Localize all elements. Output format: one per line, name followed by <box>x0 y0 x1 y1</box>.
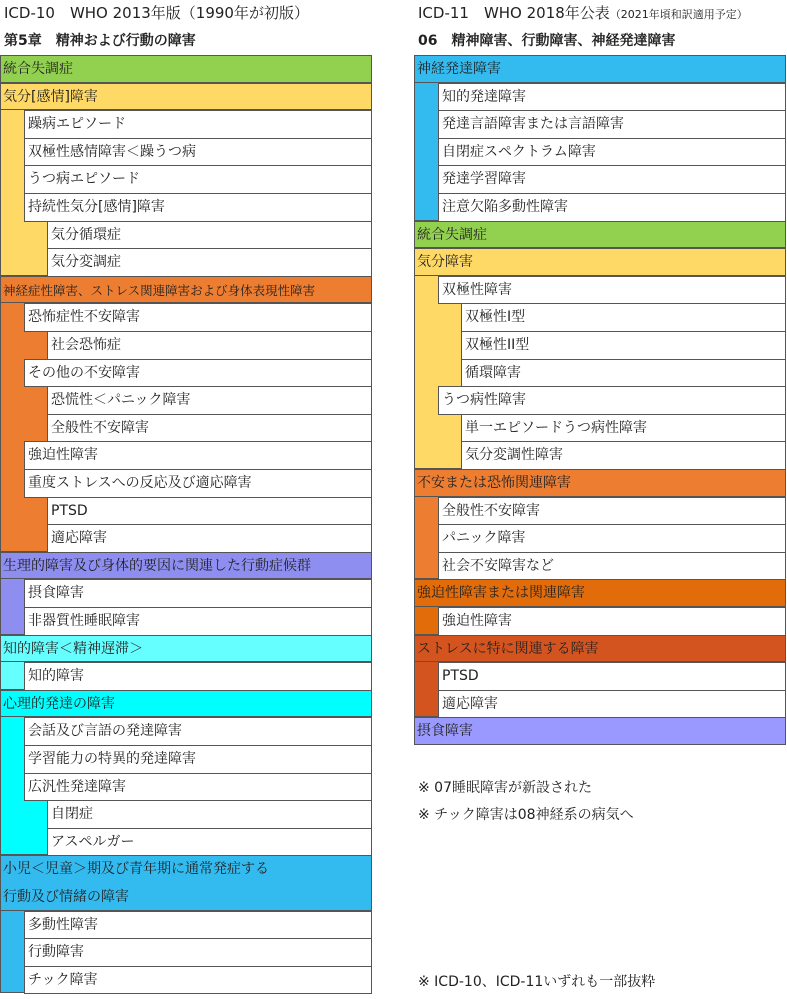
icd10-subcategory-item: チック障害 <box>24 966 372 995</box>
icd11-subcategory-item: うつ病性障害 <box>438 386 786 415</box>
icd10-category-header <box>0 276 372 304</box>
icd10-subcategory-item: 行動障害 <box>24 938 372 967</box>
icd11-category-label: 神経発達障害 <box>417 61 501 77</box>
icd11-subcategory-item: 気分変調性障害 <box>461 441 786 470</box>
icd10-subcategory-item: 多動性障害 <box>24 911 372 940</box>
icd10-category-label-line2: 行動及び情緒の障害 <box>3 888 129 905</box>
icd10-category-label: 知的障害＜精神遅滞＞ <box>3 640 143 657</box>
icd10-subcategory-item: 全般性不安障害 <box>47 414 372 443</box>
icd10-subcategory-item: 社会恐怖症 <box>47 331 372 360</box>
icd10-category-label: 気分[感情]障害 <box>3 88 98 105</box>
icd11-category-header <box>414 248 786 276</box>
icd11-subcategory-item: 社会不安障害など <box>438 552 786 581</box>
icd10-title <box>4 4 309 22</box>
icd11-subtitle: 06 精神障害、行動障害、神経発達障害 <box>418 33 676 49</box>
icd11-subcategory-item: パニック障害 <box>438 524 786 553</box>
icd10-subcategory-item: 重度ストレスへの反応及び適応障害 <box>24 469 372 498</box>
icd10-subcategory-item: 摂食障害 <box>24 579 372 608</box>
icd10-category-header <box>0 690 372 718</box>
icd10-subcategory-item: PTSD <box>47 497 372 526</box>
icd11-title-text: ICD-11 WHO 2018年公表 <box>418 4 610 22</box>
note-tic-disorder: ※ チック障害は08神経系の病気へ <box>418 807 634 823</box>
icd10-title-text: ICD-10 WHO 2013年版（1990年が初版） <box>4 4 309 22</box>
icd11-category-header <box>414 635 786 663</box>
icd10-subcategory-item: アスペルガー <box>47 828 372 857</box>
icd11-subcategory-item: 双極性I型 <box>461 303 786 332</box>
icd10-category-label: 小児＜児童＞期及び青年期に通常発症する <box>3 861 269 878</box>
icd10-subcategory-item: 適応障害 <box>47 524 372 553</box>
icd11-subcategory-item: 発達言語障害または言語障害 <box>438 110 786 139</box>
icd10-subcategory-item: 恐慌性＜パニック障害 <box>47 386 372 415</box>
icd11-subcategory-item: 全般性不安障害 <box>438 497 786 526</box>
icd10-subcategory-item: 恐怖症性不安障害 <box>24 303 372 332</box>
icd11-subcategory-item: 自閉症スペクトラム障害 <box>438 138 786 167</box>
icd11-title-note: （2021年頃和訳適用予定） <box>609 8 748 21</box>
icd11-subcategory-item: 適応障害 <box>438 690 786 719</box>
icd11-category-header <box>414 221 786 249</box>
icd10-subcategory-item: 知的障害 <box>24 662 372 691</box>
icd10-category-header <box>0 83 372 111</box>
icd11-category-label: ストレスに特に関連する障害 <box>417 640 599 657</box>
icd11-category-label: 気分障害 <box>417 254 473 271</box>
icd10-subcategory-item: 学習能力の特異的発達障害 <box>24 745 372 774</box>
icd10-category-label: 心理的発達の障害 <box>3 695 115 712</box>
icd10-category-header <box>0 855 372 910</box>
icd11-category-header <box>414 579 786 607</box>
icd10-category-label: 生理的障害及び身体的要因に関連した行動症候群 <box>3 557 311 574</box>
icd11-category-header <box>414 717 786 745</box>
icd10-subcategory-item: 自閉症 <box>47 800 372 829</box>
icd11-subcategory-item: 注意欠陥多動性障害 <box>438 193 786 222</box>
icd10-subcategory-item: 会話及び言語の発達障害 <box>24 717 372 746</box>
icd10-category-header <box>0 55 372 83</box>
icd11-category-header <box>414 55 786 83</box>
icd11-subcategory-item: 知的発達障害 <box>438 83 786 112</box>
icd11-subcategory-item: PTSD <box>438 662 786 691</box>
icd11-title <box>418 4 748 24</box>
note-sleep-disorder: ※ 07睡眠障害が新設された <box>418 780 592 796</box>
icd11-category-label: 摂食障害 <box>417 723 473 740</box>
icd10-category-label: 統合失調症 <box>3 61 73 77</box>
icd10-subcategory-item: 持続性気分[感情]障害 <box>24 193 372 222</box>
icd10-subcategory-item: 広汎性発達障害 <box>24 773 372 802</box>
icd11-subcategory-item: 双極性障害 <box>438 276 786 305</box>
icd11-subcategory-item: 双極性II型 <box>461 331 786 360</box>
icd10-subcategory-item: 気分循環症 <box>47 221 372 250</box>
icd10-subcategory-item: その他の不安障害 <box>24 359 372 388</box>
icd11-subcategory-item: 循環障害 <box>461 359 786 388</box>
icd10-subcategory-item: 非器質性睡眠障害 <box>24 607 372 636</box>
icd10-subtitle: 第5章 精神および行動の障害 <box>4 33 196 49</box>
icd11-category-label: 統合失調症 <box>417 226 487 243</box>
icd10-subcategory-item: 強迫性障害 <box>24 441 372 470</box>
icd10-subcategory-item: うつ病エピソード <box>24 165 372 194</box>
icd10-category-header <box>0 552 372 580</box>
icd11-subcategory-item: 単一エピソードうつ病性障害 <box>461 414 786 443</box>
icd10-subcategory-item: 躁病エピソード <box>24 110 372 139</box>
icd10-category-label: 神経症性障害、ストレス関連障害および身体表現性障害 <box>3 282 316 298</box>
icd10-subcategory-item: 気分変調症 <box>47 248 372 277</box>
icd11-category-label: 強迫性障害または関連障害 <box>417 585 585 602</box>
icd11-category-label: 不安または恐怖関連障害 <box>417 475 571 491</box>
icd11-subcategory-item: 強迫性障害 <box>438 607 786 636</box>
icd10-subcategory-item: 双極性感情障害＜躁うつ病 <box>24 138 372 167</box>
icd11-category-header <box>414 469 786 497</box>
icd11-subcategory-item: 発達学習障害 <box>438 165 786 194</box>
icd10-category-header <box>0 635 372 663</box>
note-excerpt: ※ ICD-10、ICD-11いずれも一部抜粋 <box>418 974 656 990</box>
